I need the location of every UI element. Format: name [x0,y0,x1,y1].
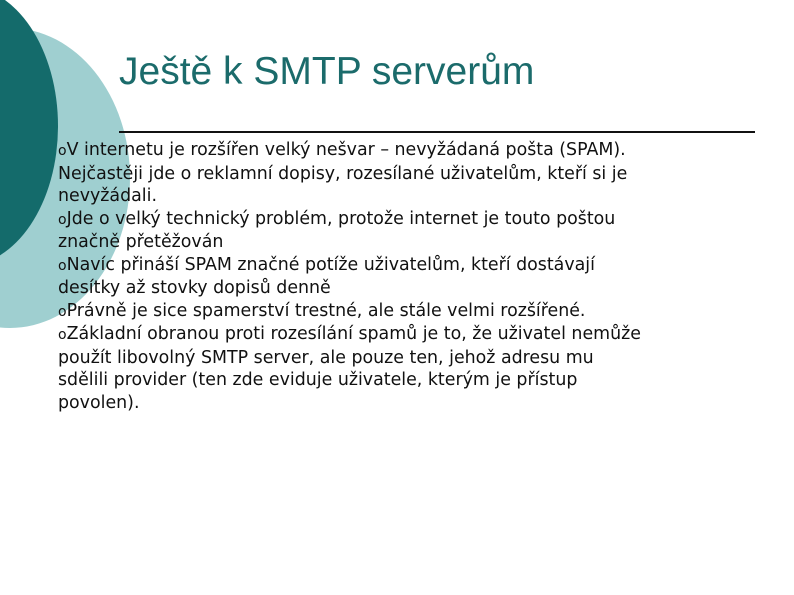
bullet-item [58,139,778,208]
bullet-item [58,300,778,324]
bullet-marker: o [58,327,67,343]
bullet-line: desítky až stovky dopisů denně [58,278,331,298]
bullet-line: povolen). [58,392,140,413]
bullet-marker: o [58,143,67,159]
bullet-list [58,139,778,414]
bullet-line: Základní obranou proti rozesílání spamů je to, že uživatel nemůže [66,324,641,344]
bullet-marker: o [58,303,67,320]
bullet-item [58,208,778,254]
bullet-line: Právně je sice spamerství trestné, ale stále velmi rozšířené. [66,300,586,321]
bullet-marker: o [58,211,67,228]
bullet-item [58,254,778,300]
bullet-line: sdělili provider (ten zde eviduje uživatele, kterým je přístup [58,370,578,390]
bullet-line: Jde o velký technický problém, protože internet je touto poštou [66,208,616,229]
slide-title: Ještě k SMTP serverům [119,50,535,93]
bullet-line: použít libovolný SMTP server, ale pouze ten, jehož adresu mu [58,347,594,368]
title-underline [119,131,755,133]
bullet-line: V internetu je rozšířen velký nešvar – nevyžádaná pošta (SPAM). [66,140,626,160]
bullet-marker: o [58,257,67,274]
bullet-line: Nejčastěji jde o reklamní dopisy, rozesílané uživatelům, kteří si je [58,163,628,184]
bullet-line: nevyžádali. [58,186,157,206]
bullet-line: Navíc přináší SPAM značné potíže uživatelům, kteří dostávají [66,254,595,275]
bullet-line: značně přetěžován [58,232,224,252]
bullet-item [58,323,778,414]
